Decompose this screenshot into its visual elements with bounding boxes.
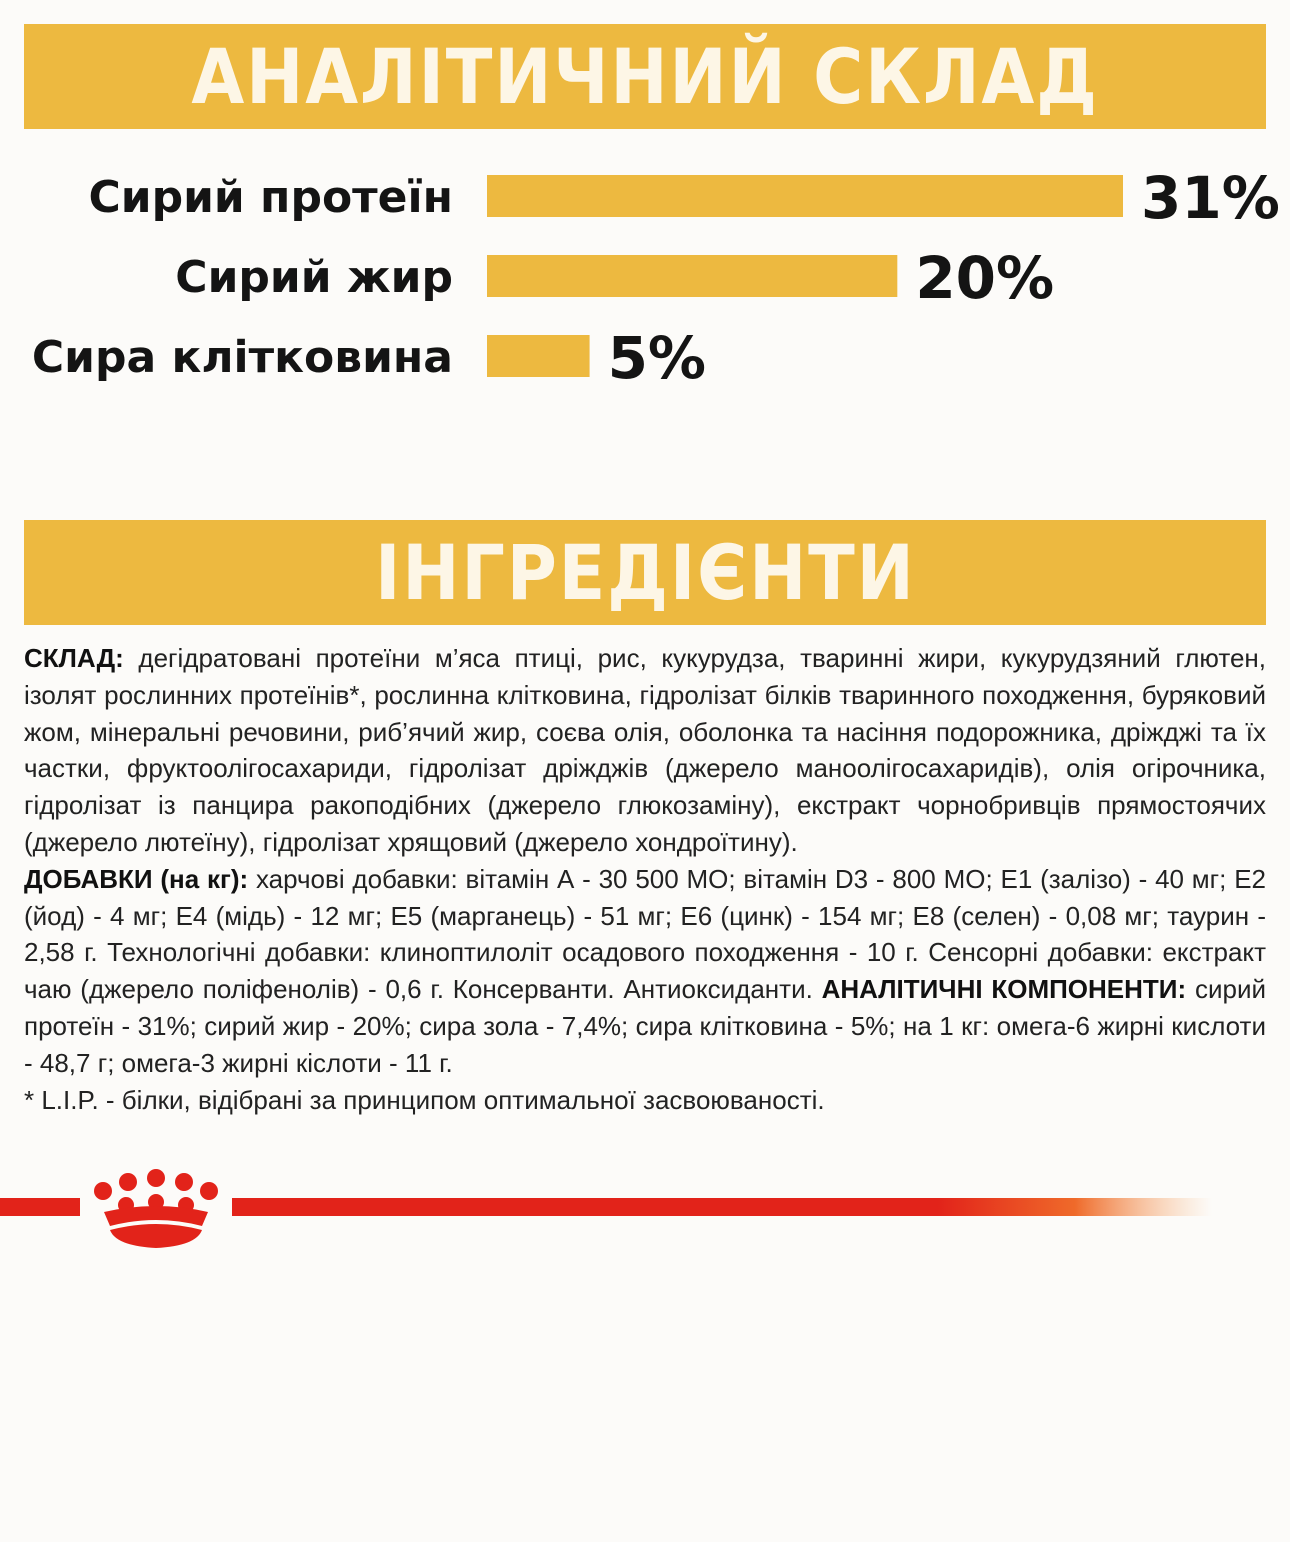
additives-text: харчові добавки: вітамін А - 30 500 МО; вітамін D3 - 800 МО; Е1 (залізо) - 40 мг; Е2 (йод) - 4 мг; Е4 (мідь) - 12 мг; Е5 (марганець) - 51 мг; Е6 (цинк) - 154 мг; Е8 (селен) - 0,08 мг; таурин - 2,58 г. Технологічні добавки: клиноптилоліт осадового походження - 10 г. Сенсорні добавки: екстракт чаю (джерело поліфенолів) - 0,6 г. Консерванти. Антиоксиданти.: [24, 863, 1266, 1005]
value-label: 5%: [607, 324, 707, 392]
value-label: 20%: [915, 244, 1055, 312]
ingredients-text-block: [24, 640, 1266, 1118]
nutrient-bar-chart: [0, 140, 1290, 400]
analysis-title: АНАЛІТИЧНИЙ СКЛАД: [191, 32, 1099, 121]
brand-line-right: [232, 1198, 1212, 1216]
brand-line-left: [0, 1198, 80, 1216]
ingredients-paragraph: [24, 640, 1266, 1082]
bar: [487, 255, 897, 297]
royal-canin-crown-icon: [94, 1169, 218, 1248]
category-label: Сира клітковина: [31, 332, 453, 383]
bar: [487, 335, 590, 377]
composition-text: дегідратовані протеїни м’яса птиці, рис, кукурудза, тваринні жири, кукурудзяний глютен, ізолят рослинних протеїнів*, рослинна клітковина, гідролізат білків тваринного походження, буряковий жом, мінеральні речовини, риб’ячий жир, соєва олія, оболонка та насіння подорожника, дріжджі та їх частки, фруктоолігосахариди, гідролізат дріжджів (джерело маноолігосахаридів), олія огірочника, гідролізат із панцира ракоподібних (джерело глюкозаміну), екстракт чорнобривців прямостоячих (джерело лютеїну), гідролізат хрящовий (джерело хондроїтину).: [24, 643, 1266, 857]
analytical-components-text: сирий протеїн - 31%; сирий жир - 20%; сира зола - 7,4%; сира клітковина - 5%; на 1 кг: омега-6 жирні кислоти - 48,7 г; омега-3 жирні кіслоти - 11 г.: [24, 974, 1266, 1078]
category-label: Сирий жир: [175, 252, 453, 303]
ingredients-title: ІНГРЕДІЄНТИ: [374, 528, 916, 617]
additives-label: ДОБАВКИ (на кг):: [24, 863, 249, 894]
bar: [487, 175, 1123, 217]
category-label: Сирий протеїн: [88, 172, 453, 223]
value-label: 31%: [1141, 164, 1280, 232]
brand-footer: [0, 1160, 1290, 1260]
analysis-banner: [24, 24, 1266, 129]
analytical-components-label: АНАЛІТИЧНІ КОМПОНЕНТИ:: [821, 974, 1187, 1005]
ingredients-banner: [24, 520, 1266, 625]
footnote: * L.I.P. - білки, відібрані за принципом оптимальної засвоюваності.: [24, 1084, 825, 1115]
composition-label: СКЛАД:: [24, 643, 124, 673]
